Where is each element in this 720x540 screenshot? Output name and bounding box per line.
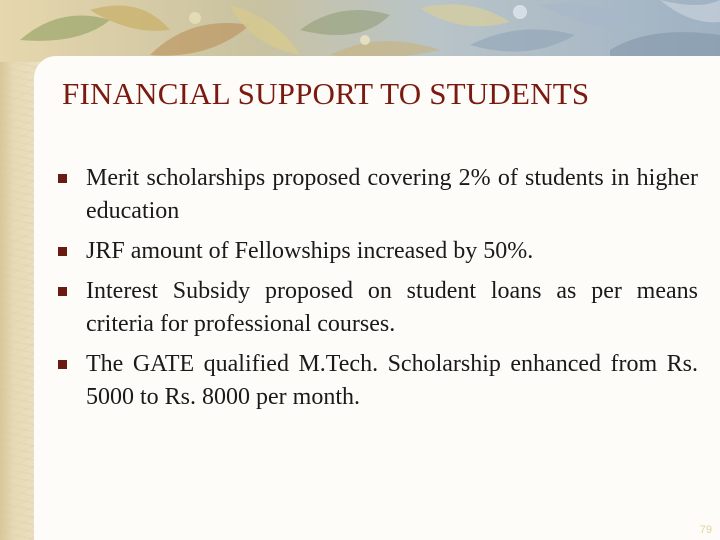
slide-number: 79 (699, 524, 712, 536)
decorative-banner (0, 0, 720, 62)
bullet-text: Interest Subsidy proposed on student loans as per means criteria for professional courses. (86, 278, 698, 337)
bullet-list (58, 162, 698, 421)
list-item (58, 275, 698, 341)
bullet-text: JRF amount of Fellowships increased by 50%. (86, 238, 534, 264)
list-item (58, 162, 698, 228)
list-item (58, 348, 698, 414)
square-bullet-icon (58, 174, 67, 183)
square-bullet-icon (58, 287, 67, 296)
square-bullet-icon (58, 360, 67, 369)
bullet-text: The GATE qualified M.Tech. Scholarship enhanced from Rs. 5000 to Rs. 8000 per month. (86, 351, 698, 410)
list-item (58, 235, 698, 268)
square-bullet-icon (58, 247, 67, 256)
bullet-text: Merit scholarships proposed covering 2% of students in higher education (86, 165, 698, 224)
floral-banner-image (0, 0, 720, 62)
slide-title: FINANCIAL SUPPORT TO STUDENTS (62, 76, 590, 111)
